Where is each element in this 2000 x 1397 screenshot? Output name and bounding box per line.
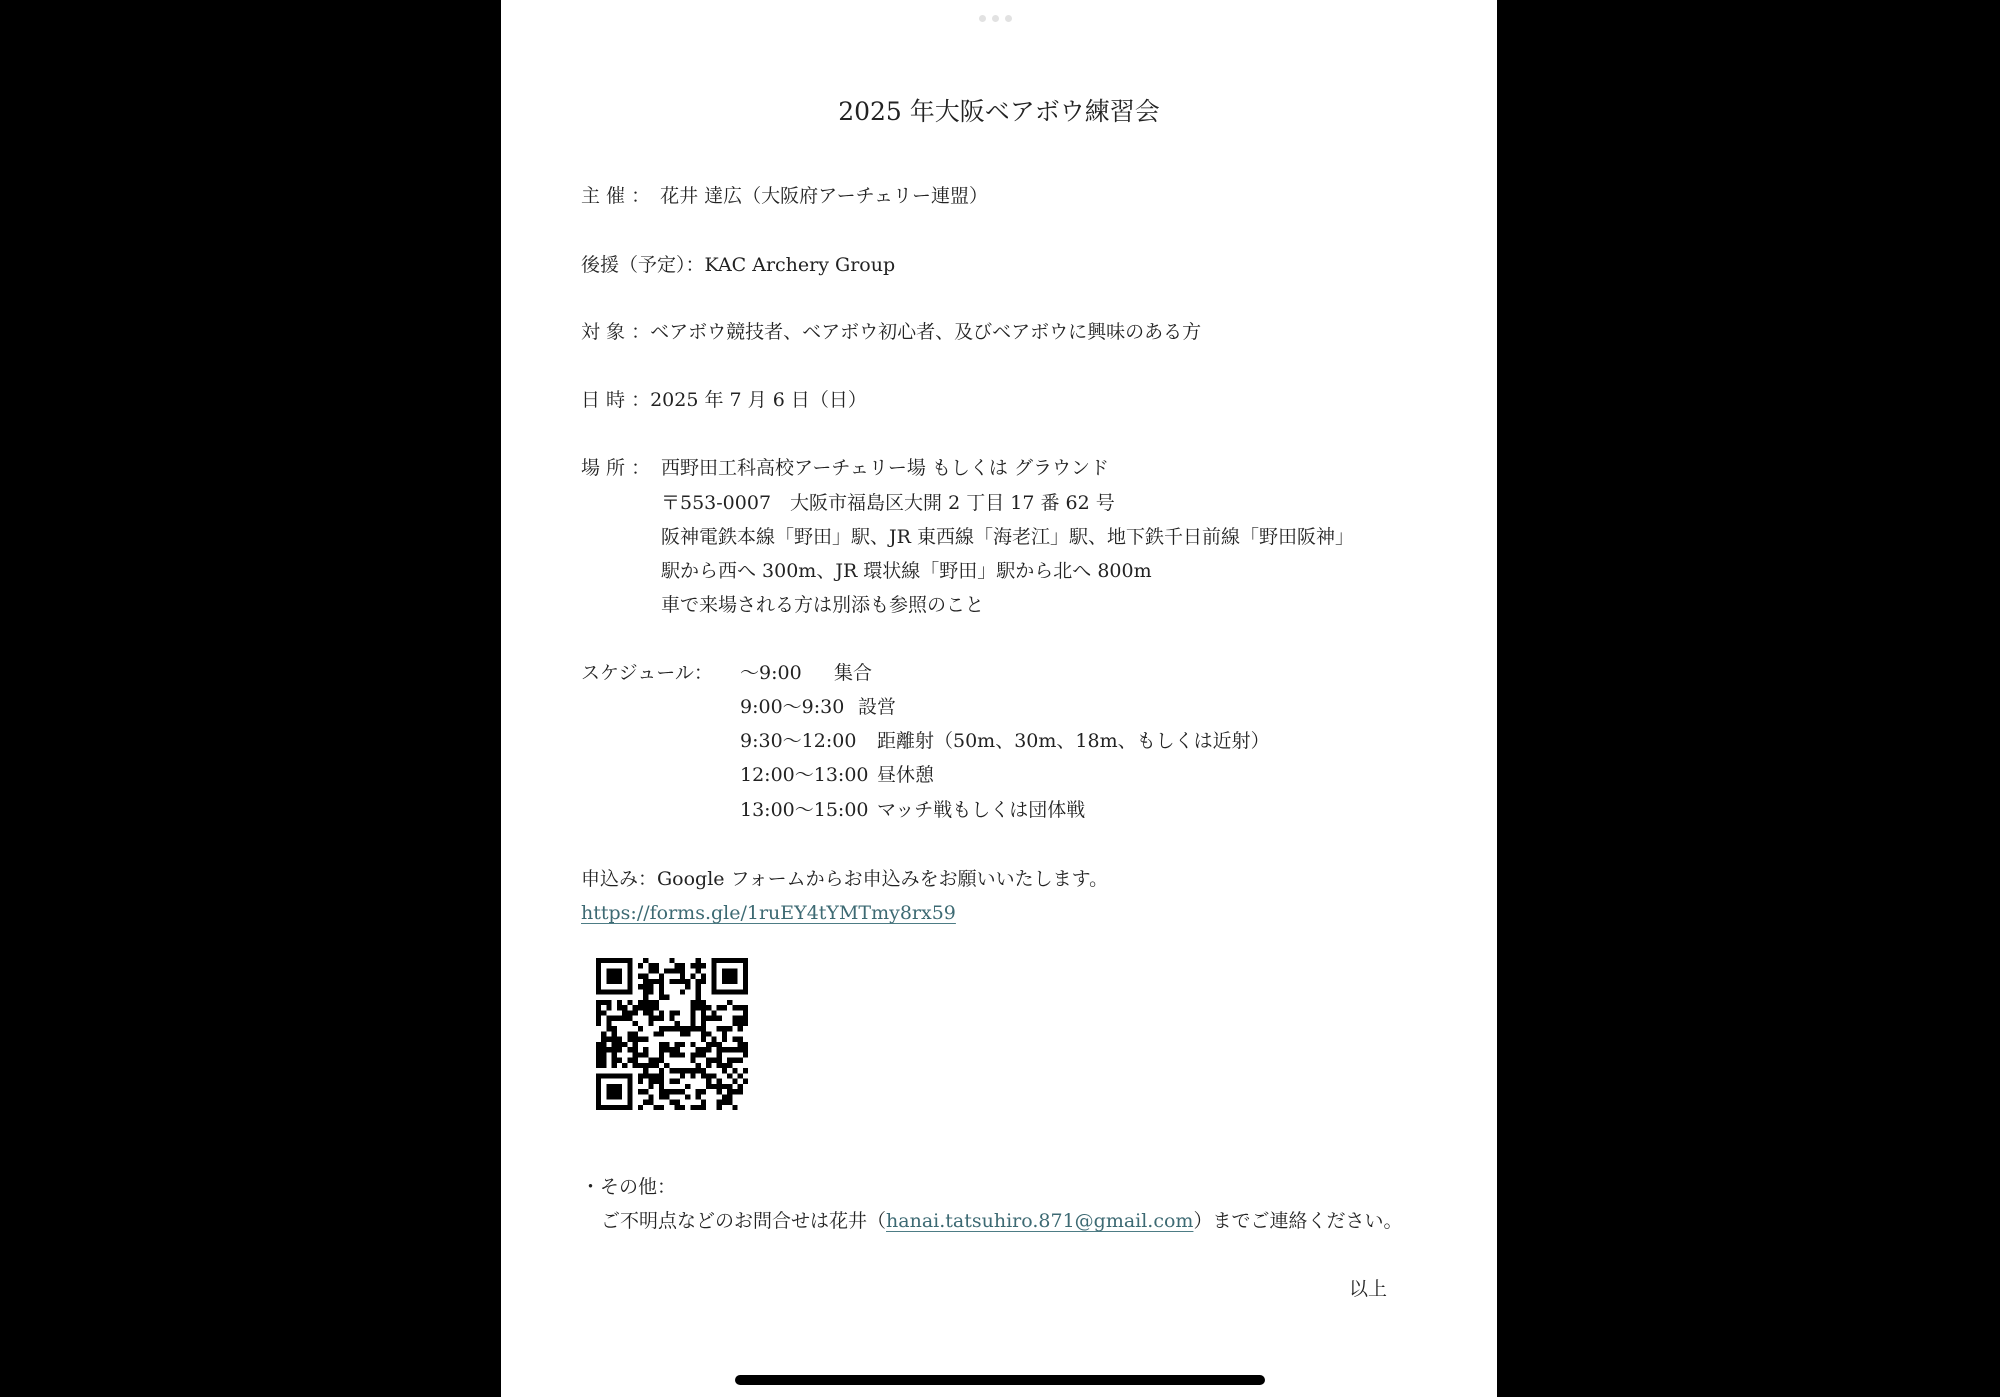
other-label: ・その他： bbox=[581, 1176, 677, 1198]
organizer-value: 花井 達広（大阪府アーチェリー連盟） bbox=[660, 185, 988, 207]
application-text: 申込み：Google フォームからお申込みをお願いいたします。 bbox=[581, 868, 1109, 890]
venue-line: 阪神電鉄本線「野田」駅、JR 東西線「海老江」駅、地下鉄千日前線「野田阪神」 bbox=[661, 526, 1354, 548]
sponsor-label: 後援（予定）： bbox=[581, 254, 705, 276]
schedule-time: 9:30～12:00 bbox=[740, 730, 857, 752]
venue-line: 西野田工科高校アーチェリー場 もしくは グラウンド bbox=[661, 457, 1109, 479]
target-label: 対 象 ： bbox=[581, 321, 651, 343]
schedule-time: ～9:00 bbox=[740, 662, 802, 684]
venue-line: 駅から西へ 300m、JR 環状線「野田」駅から北へ 800m bbox=[661, 560, 1152, 582]
schedule-desc: 集合 bbox=[834, 662, 873, 684]
schedule-time: 13:00～15:00 bbox=[740, 799, 869, 821]
contact-suffix: ）までご連絡ください。 bbox=[1193, 1210, 1403, 1232]
schedule-desc: 距離射（50m、30m、18m、もしくは近射） bbox=[877, 730, 1270, 752]
closing-text: 以上 bbox=[1348, 1278, 1387, 1300]
organizer-row bbox=[581, 187, 988, 206]
page-title: 2025 年大阪ベアボウ練習会 bbox=[838, 97, 1160, 126]
qr-modules bbox=[596, 958, 748, 1110]
contact-email-link[interactable]: hanai.tatsuhiro.871@gmail.com bbox=[886, 1210, 1194, 1232]
schedule-label: スケジュール： bbox=[581, 662, 713, 684]
sponsor-value: KAC Archery Group bbox=[704, 254, 896, 276]
qr-code bbox=[596, 958, 748, 1110]
contact-row bbox=[601, 1212, 1402, 1231]
schedule-time: 9:00～9:30 bbox=[740, 696, 845, 718]
venue-line: 車で来場される方は別添も参照のこと bbox=[661, 594, 985, 616]
contact-prefix: ご不明点などのお問合せは花井（ bbox=[601, 1210, 887, 1232]
more-dots-icon[interactable] bbox=[979, 15, 1012, 22]
target-value: ベアボウ競技者、ベアボウ初心者、及びベアボウに興味のある方 bbox=[650, 321, 1202, 343]
organizer-label: 主 催 ： bbox=[581, 185, 651, 207]
sponsor-row bbox=[581, 256, 895, 275]
datetime-value: 2025 年 7 月 6 日（日） bbox=[650, 389, 867, 411]
target-row bbox=[581, 323, 1201, 342]
venue-line: 〒553-0007 大阪市福島区大開 2 丁目 17 番 62 号 bbox=[661, 492, 1115, 514]
schedule-desc: 昼休憩 bbox=[877, 764, 935, 786]
schedule-time: 12:00～13:00 bbox=[740, 764, 869, 786]
home-indicator[interactable] bbox=[735, 1375, 1265, 1385]
application-link[interactable]: https://forms.gle/1ruEY4tYMTmy8rx59 bbox=[581, 902, 956, 924]
schedule-desc: マッチ戦もしくは団体戦 bbox=[877, 799, 1086, 821]
document-page bbox=[501, 0, 1497, 1397]
datetime-label: 日 時 ： bbox=[581, 389, 651, 411]
datetime-row bbox=[581, 391, 867, 410]
schedule-desc: 設営 bbox=[858, 696, 897, 718]
venue-label: 場 所 ： bbox=[581, 457, 651, 479]
